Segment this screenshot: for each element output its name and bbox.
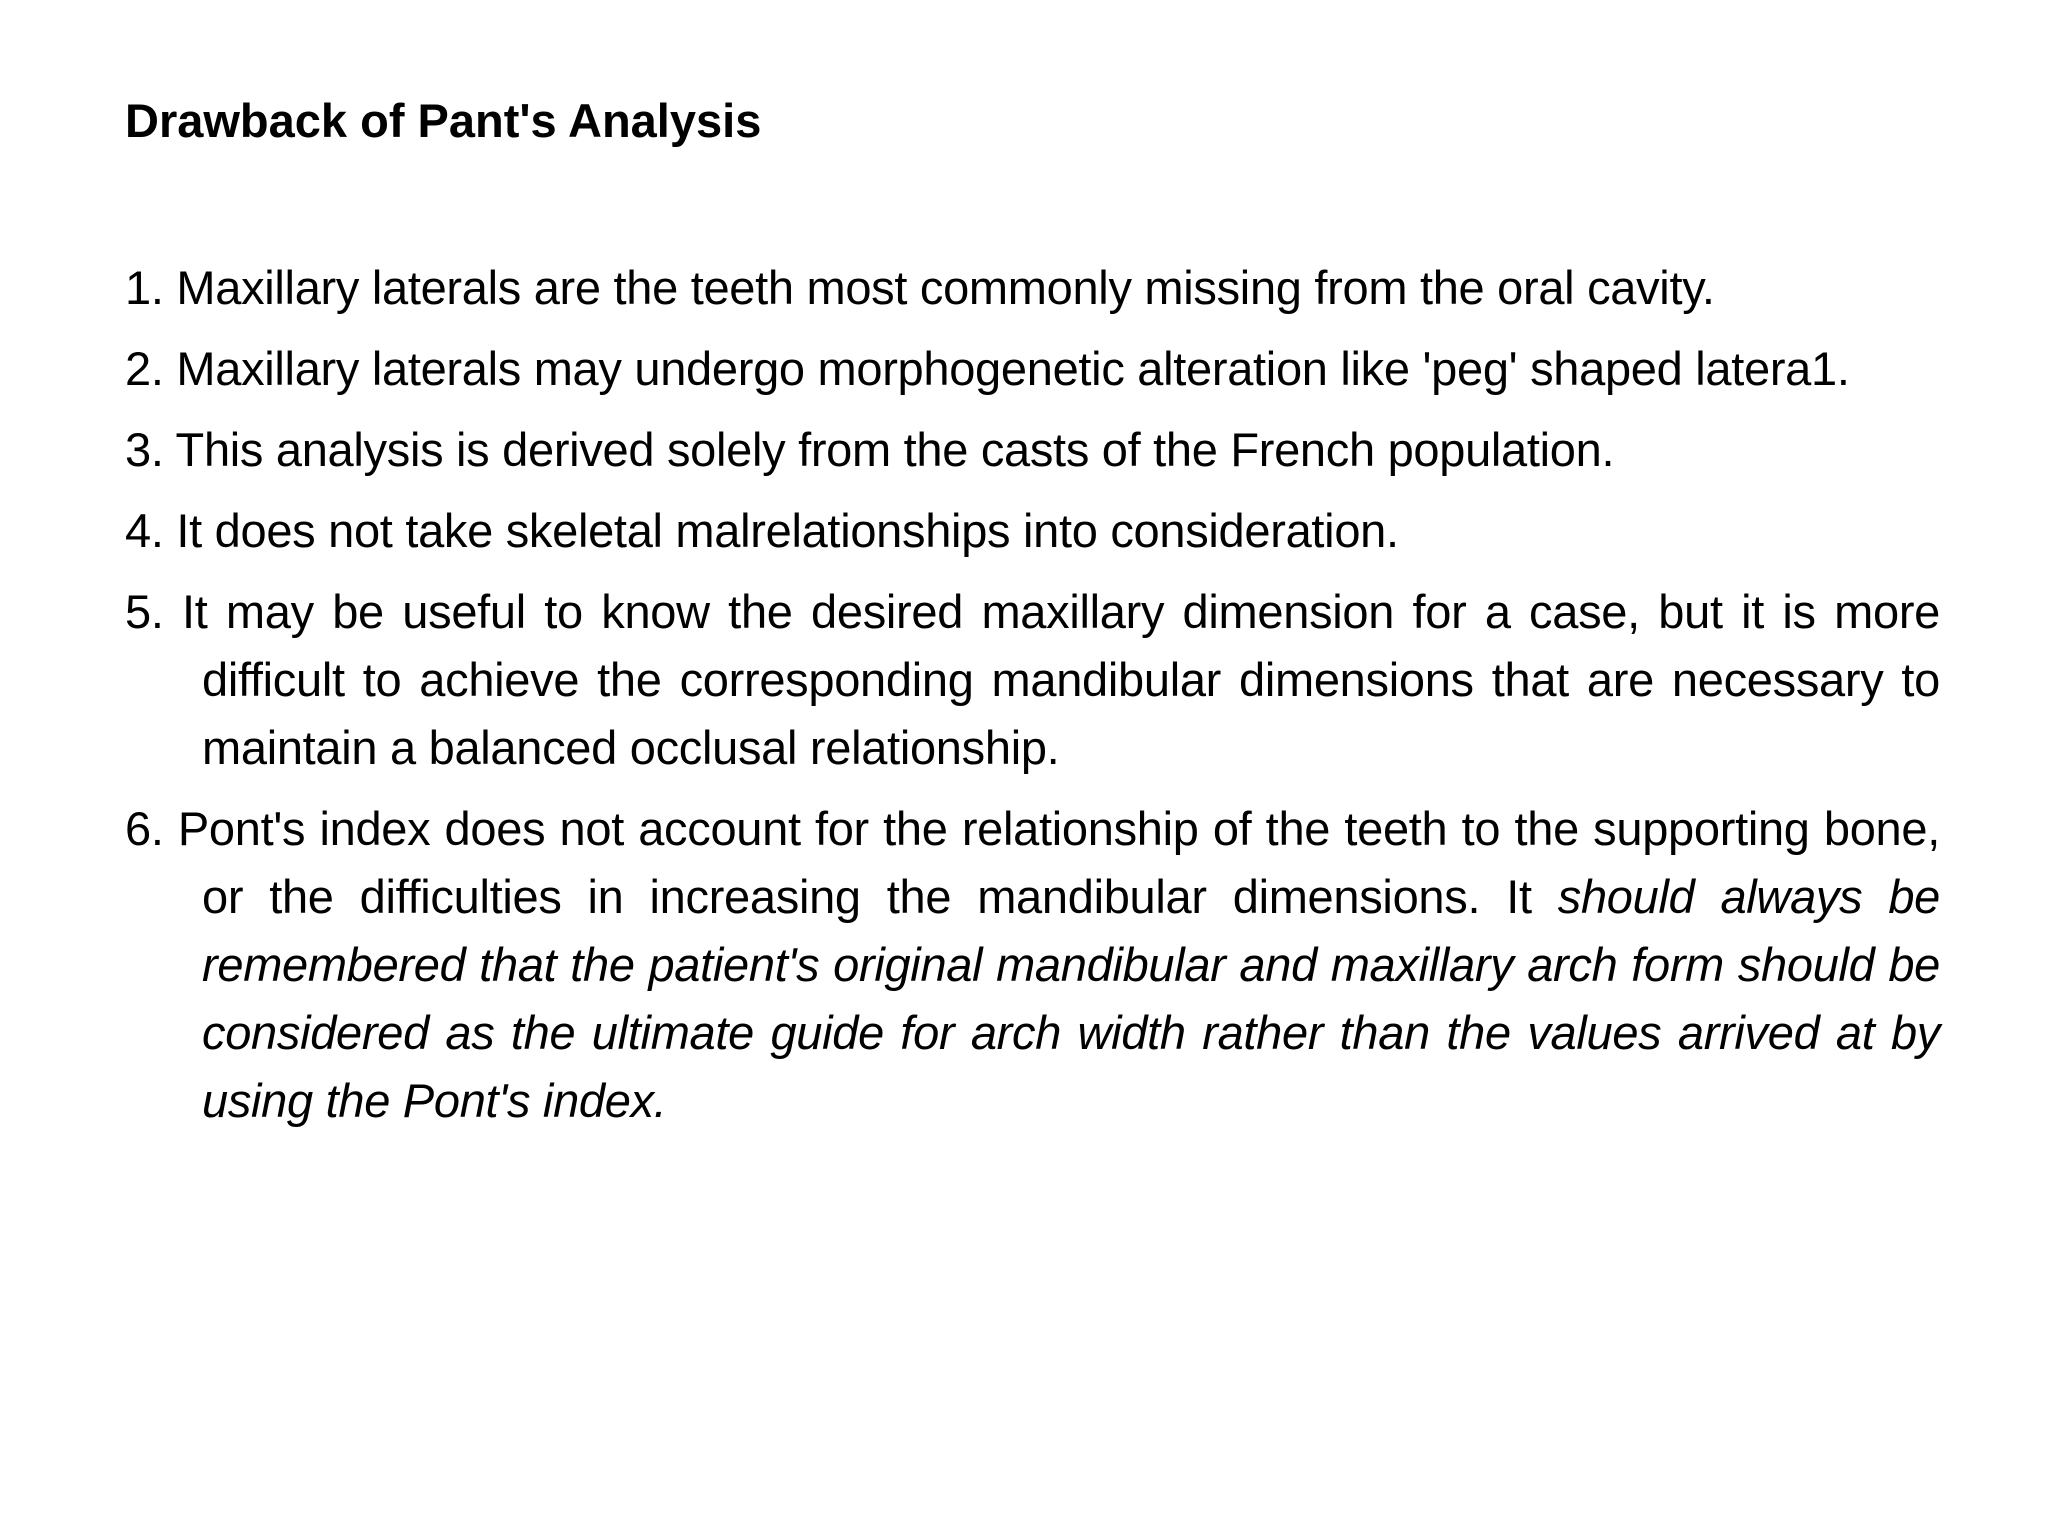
list-item-italic-text: should always be remembered that the patient's original mandibular and maxillary arch form should be considered as the ultimate guide for arch width rather than the values arrived at by using the Pont's index. (202, 870, 1940, 1127)
slide-title: Drawback of Pant's Analysis (125, 94, 762, 147)
drawback-list (125, 254, 1940, 1148)
list-item-text: Maxillary laterals may undergo morphogenetic alteration like 'peg' shaped latera1. (176, 342, 1850, 395)
list-item-number: 5. (125, 585, 164, 638)
list-item-number: 2. (125, 342, 164, 395)
list-item-3 (125, 416, 1940, 484)
list-item-text: This analysis is derived solely from the casts of the French population. (175, 423, 1615, 476)
list-item-5 (125, 578, 1940, 782)
list-item-number: 6. (125, 802, 164, 855)
list-item-text: Maxillary laterals are the teeth most commonly missing from the oral cavity. (176, 261, 1715, 314)
list-item-number: 4. (125, 504, 164, 557)
list-item-text: It does not take skeletal malrelationships into consideration. (176, 504, 1399, 557)
list-item-6 (125, 795, 1940, 1135)
list-item-text: It may be useful to know the desired maxillary dimension for a case, but it is more difficult to achieve the corresponding mandibular dimensions that are necessary to maintain a balanced occlusal relationship. (182, 585, 1941, 774)
list-item-1 (125, 254, 1940, 322)
list-item-text: Pont's index does not account for the relationship of the teeth to the supporting bone, or the difficulties in increasing the mandibular dimensions. It (177, 802, 1940, 923)
list-item-2 (125, 335, 1940, 403)
list-item-number: 1. (125, 261, 164, 314)
list-item-number: 3. (125, 423, 164, 476)
list-item-4 (125, 497, 1940, 565)
